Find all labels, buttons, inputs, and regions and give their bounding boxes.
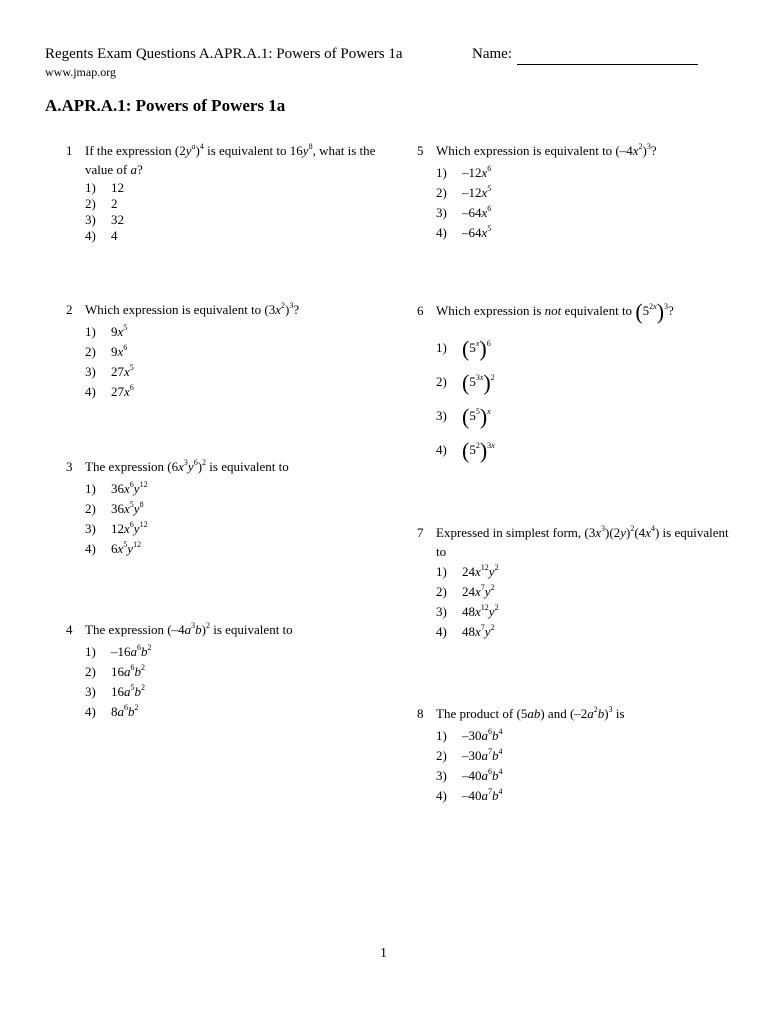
choice-1[interactable]: 1) $-30a^6b^4$ xyxy=(436,727,503,743)
choice-1[interactable]: 1) $-16a^6b^2$ xyxy=(85,643,152,659)
question-number: 1 xyxy=(66,143,73,158)
source-url: www.jmap.org xyxy=(45,65,116,79)
choice-2[interactable]: 2) $9x^6$ xyxy=(85,343,128,359)
answer-choices xyxy=(85,180,386,244)
answer-choices xyxy=(436,331,737,467)
question-number: 2 xyxy=(66,302,73,317)
choice-4[interactable]: 4) 4 xyxy=(85,228,118,243)
question-1 xyxy=(66,142,386,244)
answer-choices xyxy=(85,642,386,722)
question-text: Which expression is not equivalent to $(5^{2x})^3$? xyxy=(436,299,674,324)
choice-1[interactable]: 1) 12 xyxy=(85,180,124,195)
choice-3[interactable]: 3) $-64x^6$ xyxy=(436,204,492,220)
name-blank-line xyxy=(517,64,698,65)
choice-2[interactable]: 2) $24x^7y^2$ xyxy=(436,583,495,599)
document-title: Regents Exam Questions A.APR.A.1: Powers of Powers 1a xyxy=(45,46,403,62)
question-number: 3 xyxy=(66,459,73,474)
choice-1[interactable]: 1) $36x^6y^{12}$ xyxy=(85,480,148,496)
page-number: 1 xyxy=(380,946,387,961)
question-number: 7 xyxy=(417,525,424,540)
choice-2[interactable]: 2) $36x^5y^8$ xyxy=(85,500,144,516)
choice-4[interactable]: 4) $27x^6$ xyxy=(85,383,134,399)
question-2 xyxy=(66,301,386,402)
choice-2[interactable]: 2) $-12x^5$ xyxy=(436,184,492,200)
question-8 xyxy=(417,705,737,806)
choice-4[interactable]: 4) $(5^2)^{3x}$ xyxy=(436,438,495,463)
choice-3[interactable]: 3) $(5^5)^x$ xyxy=(436,404,491,429)
question-text: If the expression $(2y^a)^4$ is equivalent to $16y^8$, what is the value of a? xyxy=(85,142,376,177)
choice-4[interactable]: 4) $-64x^5$ xyxy=(436,224,492,240)
question-5 xyxy=(417,142,737,243)
question-7 xyxy=(417,524,737,642)
choice-3[interactable]: 3) $12x^6y^{12}$ xyxy=(85,520,148,536)
question-number: 4 xyxy=(66,622,73,637)
choice-3[interactable]: 3) $-40a^6b^4$ xyxy=(436,767,503,783)
choice-4[interactable]: 4) $6x^5y^{12}$ xyxy=(85,540,142,556)
choice-4[interactable]: 4) $48x^7y^2$ xyxy=(436,623,495,639)
choice-1[interactable]: 1) $24x^{12}y^2$ xyxy=(436,563,499,579)
choice-3[interactable]: 3) $48x^{12}y^2$ xyxy=(436,603,499,619)
question-4 xyxy=(66,621,386,722)
answer-choices xyxy=(436,726,737,806)
choice-3[interactable]: 3) $27x^5$ xyxy=(85,363,134,379)
question-number: 8 xyxy=(417,706,424,721)
question-text: Expressed in simplest form, $(3x^3)(2y)^2(4x^4)$ is equivalent to xyxy=(436,524,729,559)
question-number: 5 xyxy=(417,143,424,158)
question-3 xyxy=(66,458,386,559)
choice-1[interactable]: 1) $9x^5$ xyxy=(85,323,128,339)
answer-choices xyxy=(436,163,737,243)
choice-1[interactable]: 1) $(5^x)^6$ xyxy=(436,336,491,361)
choice-4[interactable]: 4) $-40a^7b^4$ xyxy=(436,787,503,803)
choice-2[interactable]: 2) $16a^6b^2$ xyxy=(85,663,145,679)
name-label: Name: xyxy=(472,46,512,62)
choice-4[interactable]: 4) $8a^6b^2$ xyxy=(85,703,139,719)
answer-choices xyxy=(85,322,386,402)
answer-choices xyxy=(436,562,737,642)
question-number: 6 xyxy=(417,303,424,318)
choice-2[interactable]: 2) $-30a^7b^4$ xyxy=(436,747,503,763)
choice-3[interactable]: 3) $16a^5b^2$ xyxy=(85,683,145,699)
section-title: A.APR.A.1: Powers of Powers 1a xyxy=(45,96,286,115)
question-6 xyxy=(417,299,737,467)
choice-3[interactable]: 3) 32 xyxy=(85,212,124,227)
question-text: The expression $(6x^3y^6)^2$ is equivalent to xyxy=(85,458,289,474)
choice-1[interactable]: 1) $-12x^6$ xyxy=(436,164,492,180)
question-text: The product of (5ab) and $(-2a^2b)^3$ is xyxy=(436,705,625,721)
choice-2[interactable]: 2) $(5^{3x})^2$ xyxy=(436,370,495,395)
answer-choices xyxy=(85,479,386,559)
question-text: Which expression is equivalent to $(-4x^2)^3$? xyxy=(436,142,657,158)
question-text: Which expression is equivalent to $(3x^2)^3$? xyxy=(85,301,300,317)
choice-2[interactable]: 2) 2 xyxy=(85,196,118,211)
question-text: The expression $(-4a^3b)^2$ is equivalent to xyxy=(85,621,293,637)
